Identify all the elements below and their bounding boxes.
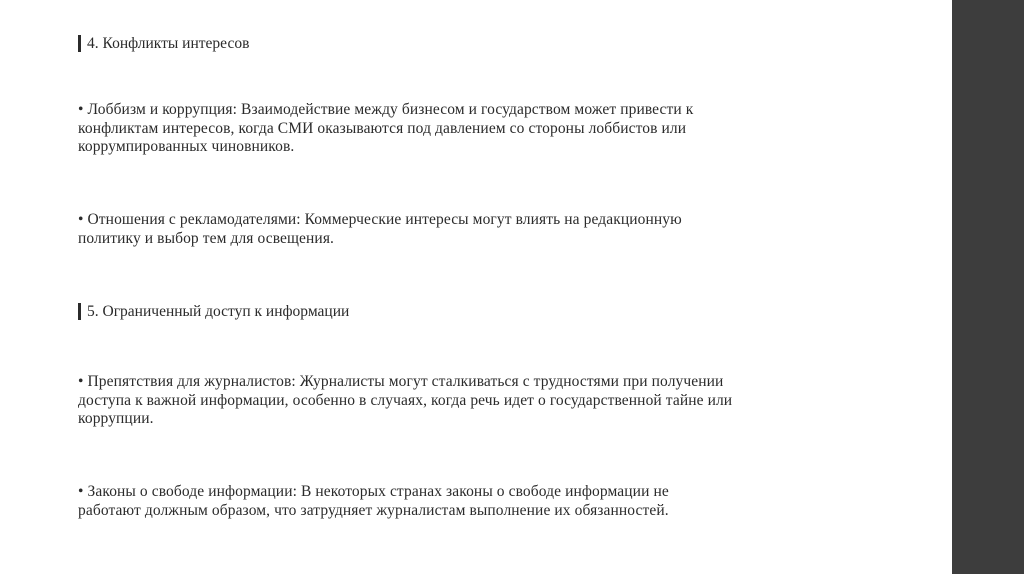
heading-bar bbox=[78, 35, 81, 52]
section-heading-text: 4. Конфликты интересов bbox=[87, 35, 250, 52]
bullet-line: коррумпированных чиновников. bbox=[78, 138, 295, 155]
bullet-item bbox=[78, 483, 958, 520]
side-strip bbox=[952, 0, 1024, 574]
section-heading bbox=[78, 34, 249, 53]
bullet-line: политику и выбор тем для освещения. bbox=[78, 229, 335, 247]
bullet-line: • Законы о свободе информации: В некоторых странах законы о свободе информации не bbox=[78, 483, 669, 500]
heading-bar bbox=[78, 303, 81, 320]
section-heading bbox=[78, 302, 349, 321]
bullet-line: • Препятствия для журналистов: Журналисты могут сталкиваться с трудностями при получении bbox=[78, 373, 724, 390]
bullet-line: работают должным образом, что затрудняет журналистам выполнение их обязанностей. bbox=[78, 501, 669, 519]
bullet-line: конфликтам интересов, когда СМИ оказываются под давлением со стороны лоббистов или bbox=[78, 119, 687, 137]
section-heading-text: 5. Ограниченный доступ к информации bbox=[87, 303, 350, 320]
bullet-line: доступа к важной информации, особенно в случаях, когда речь идет о государственной тайне или bbox=[78, 391, 733, 409]
bullet-item bbox=[78, 101, 958, 157]
bullet-item bbox=[78, 211, 958, 248]
bullet-item bbox=[78, 373, 958, 429]
bullet-line: • Отношения с рекламодателями: Коммерческие интересы могут влиять на редакционную bbox=[78, 211, 682, 228]
bullet-line: коррупции. bbox=[78, 410, 154, 427]
bullet-line: • Лоббизм и коррупция: Взаимодействие между бизнесом и государством может привести к bbox=[78, 101, 694, 118]
